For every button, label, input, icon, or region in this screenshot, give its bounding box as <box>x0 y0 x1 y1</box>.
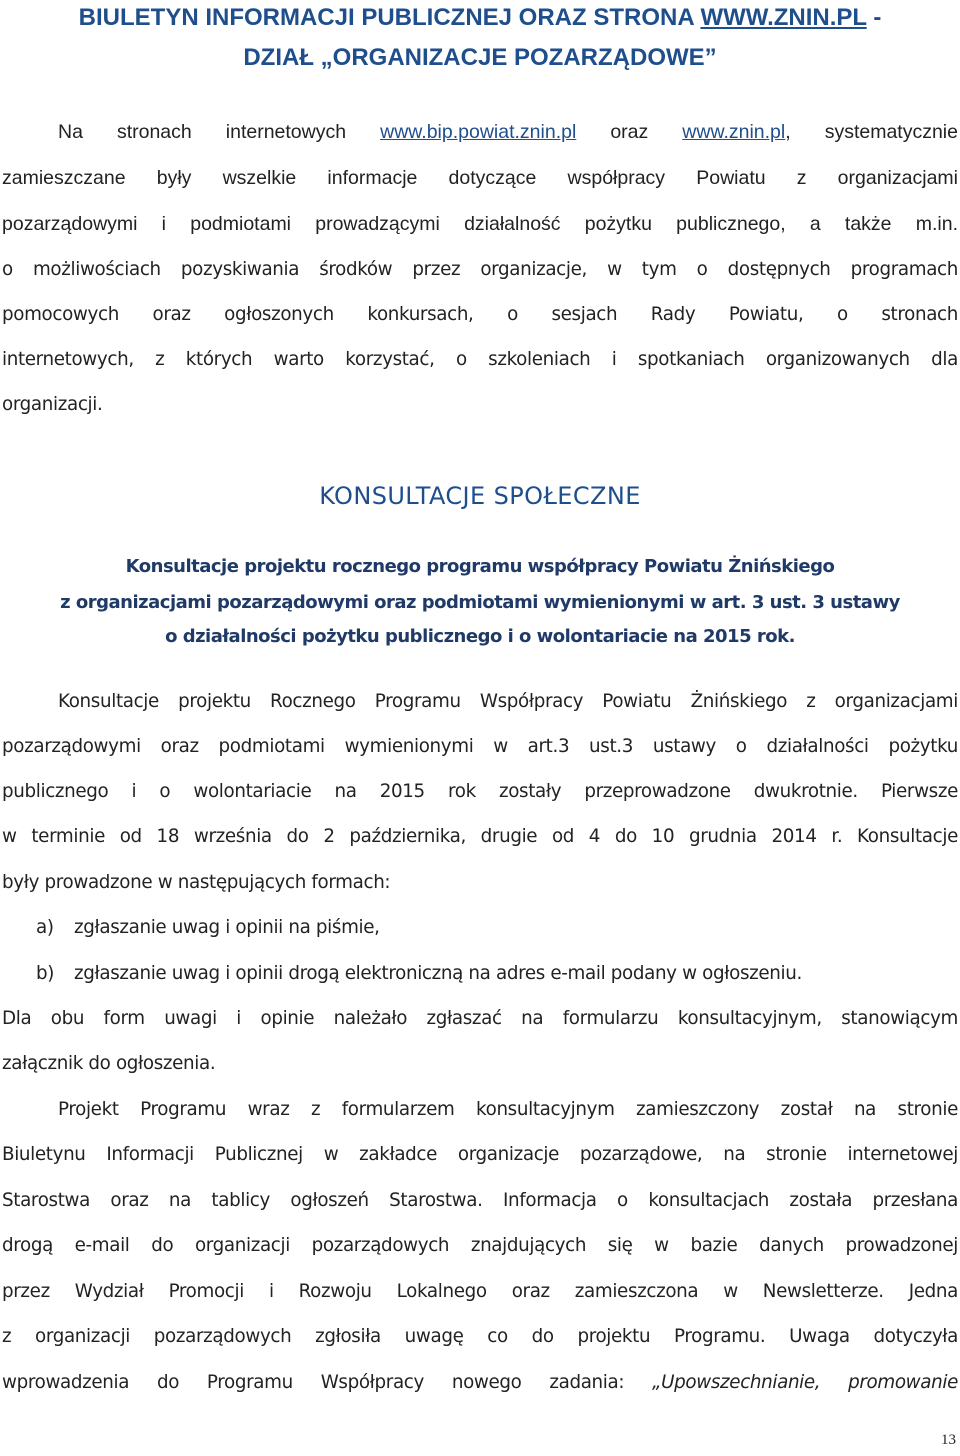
section-subtitle-1: Konsultacje projektu rocznego programu współpracy Powiatu Żnińskiego <box>125 556 835 577</box>
para4-line-7 <box>2 1369 958 1397</box>
list-text-a: zgłaszanie uwag i opinii na piśmie, <box>74 917 380 938</box>
para2-line-1: Konsultacje projektu Rocznego Programu Współpracy Powiatu Żnińskiego z organizacjami <box>58 691 958 712</box>
header-line-1 <box>0 4 960 32</box>
para2-line-5: były prowadzone w następujących formach: <box>2 872 391 893</box>
para2-line-2: pozarządowymi oraz podmiotami wymienionymi w art.3 ust.3 ustawy o działalności pożytku <box>2 736 958 757</box>
para4-line-4: drogą e-mail do organizacji pozarządowych znajdujących się w bazie danych prowadzonej <box>2 1235 958 1256</box>
intro-line-3: pozarządowymi i podmiotami prowadzącymi działalność pożytku publicznego, a także m.in. <box>2 213 958 235</box>
intro-line-4: o możliwościach pozyskiwania środków przez organizacje, w tym o dostępnych programach <box>2 259 958 280</box>
intro-text: , systematycznie <box>785 121 958 143</box>
para4-italic-text: „Upowszechnianie, promowanie <box>652 1372 958 1393</box>
list-text-b: zgłaszanie uwag i opinii drogą elektroniczną na adres e-mail podany w ogłoszeniu. <box>74 963 802 984</box>
intro-line-6: internetowych, z których warto korzystać, o szkoleniach i spotkaniach organizowanych dla <box>2 349 958 370</box>
intro-line-5: pomocowych oraz ogłoszonych konkursach, o sesjach Rady Powiatu, o stronach <box>2 304 958 325</box>
link-znin[interactable]: www.znin.pl <box>682 121 786 143</box>
para4-line-2: Biuletynu Informacji Publicznej w zakładce organizacje pozarządowe, na stronie internetowej <box>2 1144 958 1165</box>
para2-line-3: publicznego i o wolontariacie na 2015 rok zostały przeprowadzone dwukrotnie. Pierwsze <box>2 781 958 802</box>
page-number: 13 <box>941 1432 956 1448</box>
para2-line-4: w terminie od 18 września do 2 października, drugie od 4 do 10 grudnia 2014 r. Konsultacje <box>2 826 958 847</box>
section-subtitle-2: z organizacjami pozarządowymi oraz podmiotami wymienionymi w art. 3 ust. 3 ustawy <box>60 592 900 613</box>
list-item <box>2 914 958 942</box>
para4-line-6: z organizacji pozarządowych zgłosiła uwagę co do projektu Programu. Uwaga dotyczyła <box>2 1326 958 1347</box>
header-line-2: DZIAŁ „ORGANIZACJE POZARZĄDOWE” <box>243 44 717 71</box>
list-label-a: a) <box>36 917 54 938</box>
intro-line-2: zamieszczane były wszelkie informacje dotyczące współpracy Powiatu z organizacjami <box>2 167 958 189</box>
list-label-b: b) <box>36 963 55 984</box>
intro-text: oraz <box>576 121 683 143</box>
header-link-znin[interactable]: WWW.ZNIN.PL <box>700 4 867 31</box>
intro-line-1 <box>2 117 958 147</box>
section-subtitle-3: o działalności pożytku publicznego i o wolontariacie na 2015 rok. <box>165 626 795 647</box>
section-title: KONSULTACJE SPOŁECZNE <box>319 482 641 510</box>
para4-line-5: przez Wydział Promocji i Rozwoju Lokalnego oraz zamieszczona w Newsletterze. Jedna <box>2 1281 958 1302</box>
para4-line-1: Projekt Programu wraz z formularzem konsultacyjnym zamieszczony został na stronie <box>58 1099 958 1120</box>
intro-text: Na stronach internetowych <box>58 121 381 143</box>
link-bip-powiat[interactable]: www.bip.powiat.znin.pl <box>380 121 577 143</box>
para4-text: wprowadzenia do Programu Współpracy nowego zadania: <box>2 1372 653 1393</box>
intro-line-7: organizacji. <box>2 394 103 415</box>
header-text: BIULETYN INFORMACJI PUBLICZNEJ ORAZ STRONA <box>78 4 701 31</box>
para4-line-3: Starostwa oraz na tablicy ogłoszeń Starostwa. Informacja o konsultacjach została przesłana <box>2 1190 958 1211</box>
header-suffix: - <box>866 4 882 31</box>
para3-line-1: Dla obu form uwagi i opinie należało zgłaszać na formularzu konsultacyjnym, stanowiącym <box>2 1008 958 1029</box>
list-item <box>2 960 958 988</box>
para3-line-2: załącznik do ogłoszenia. <box>2 1053 216 1074</box>
